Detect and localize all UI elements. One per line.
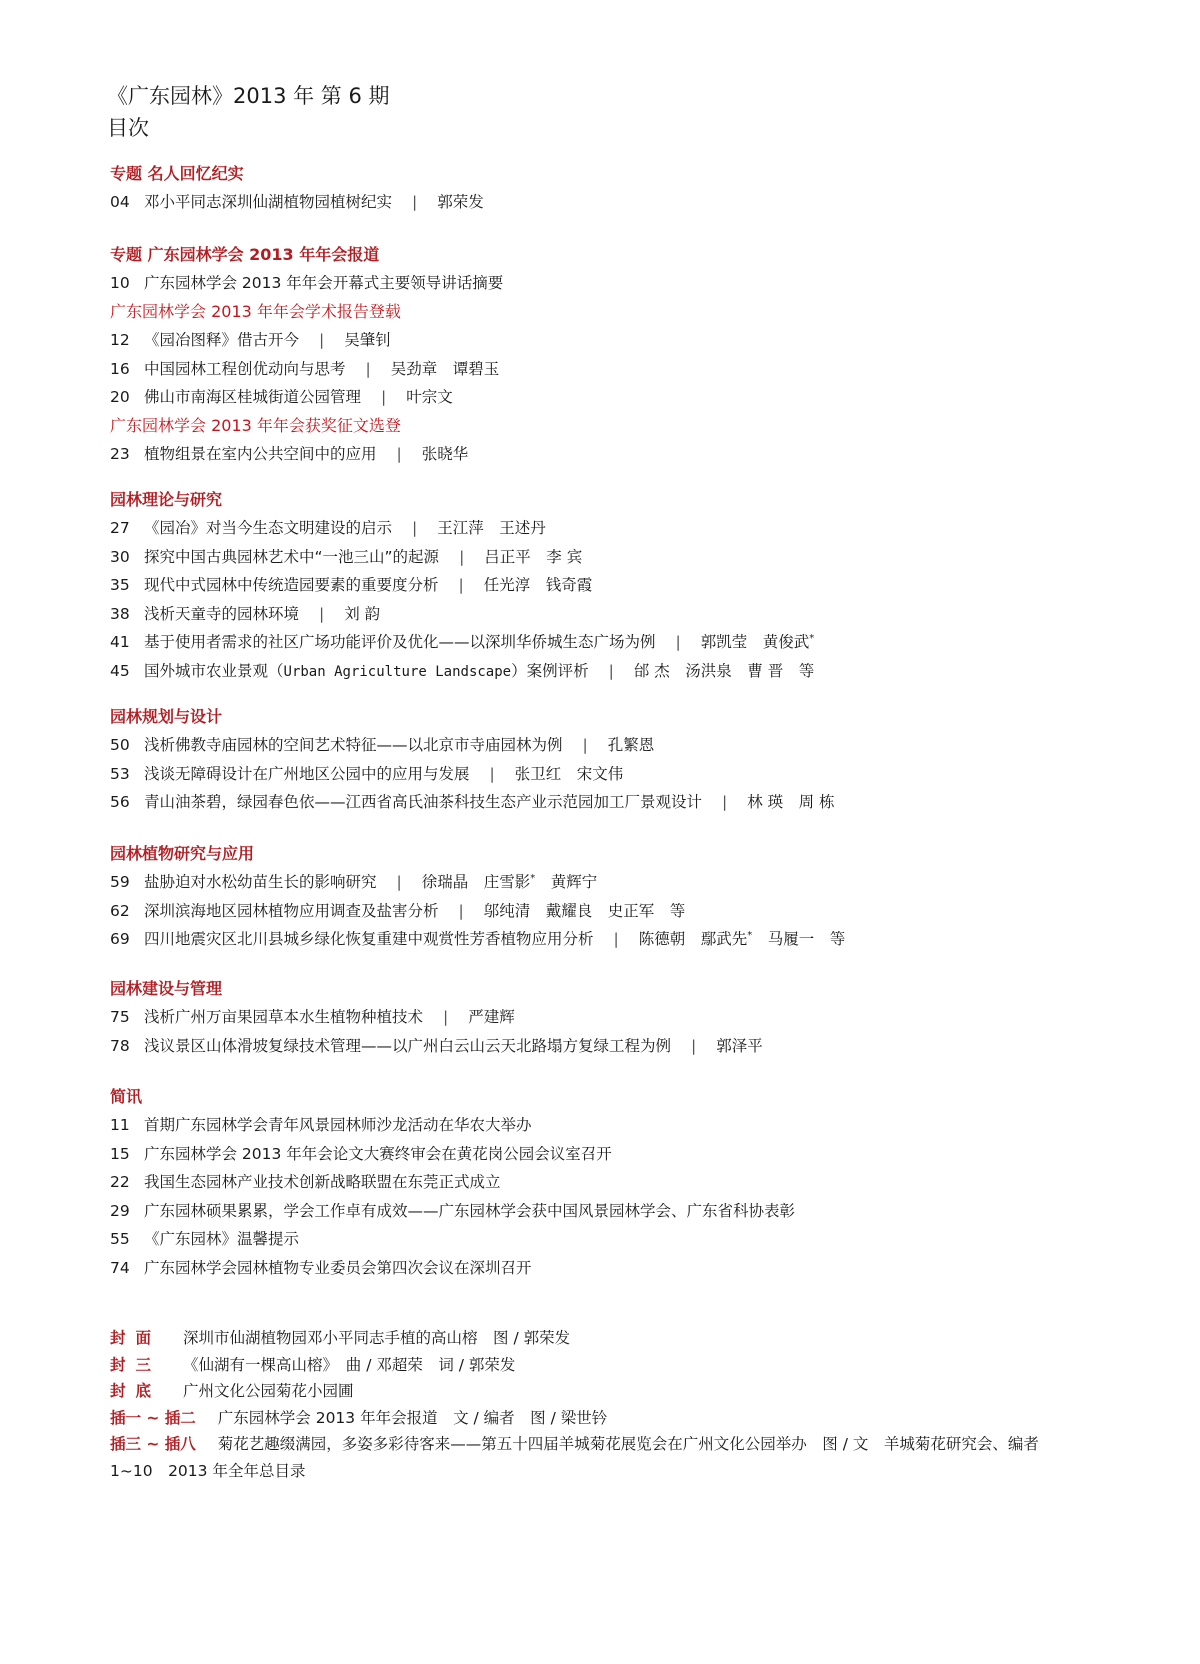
separator: | [613,930,619,948]
section-title: 园林规划与设计 [110,707,223,726]
article-title: 探究中国古典园林艺术中“一池三山”的起源 [144,547,440,566]
section-title: 园林植物研究与应用 [110,844,255,863]
section-title: 专题 广东园林学会 2013 年年会报道 [110,245,380,264]
article-author: 任光淳 钱奇霞 [483,576,593,594]
separator: | [319,331,325,349]
toc-heading: 目次 [107,116,149,140]
toc-section [110,975,1170,1060]
toc-section [110,840,1170,954]
separator: | [412,193,418,211]
toc-entry[interactable] [110,657,1170,686]
subsection-title: 广东园林学会 2013 年年会获奖征文选登 [110,415,401,435]
page-number: 23 [110,445,130,463]
toc-entry[interactable] [110,628,1170,657]
page-number: 38 [110,604,130,623]
toc-entry[interactable] [110,868,1170,897]
toc-entry[interactable] [110,326,1170,355]
page-number: 78 [110,1036,130,1055]
separator: | [319,604,325,623]
article-title: 广东园林学会 2013 年年会开幕式主要领导讲话摘要 [144,274,504,292]
page-number: 20 [110,388,130,406]
toc-entry[interactable] [110,1032,1170,1061]
page-number: 41 [110,633,130,651]
separator: | [722,793,728,811]
page-number: 62 [110,901,130,920]
page-number: 29 [110,1201,130,1220]
toc-entry[interactable] [110,925,1170,954]
page-number: 53 [110,764,130,783]
separator: | [412,519,418,537]
cover-label: 封三 [110,1355,162,1374]
article-title-latin: Urban Agriculture Landscape [283,663,512,680]
article-author: 林 瑛 周 栋 [747,793,835,811]
article-title: 浅析广州万亩果园草本水生植物种植技术 [144,1008,424,1026]
page-number: 16 [110,359,130,378]
article-author: 吕正平 李 宾 [484,547,583,566]
journal-title: 《广东园林》2013 年 第 6 期 [107,84,390,108]
separator: | [582,736,588,754]
toc-section [110,241,1170,469]
toc-entry[interactable] [110,1225,1170,1254]
page-number: 11 [110,1116,130,1134]
cover-credit-row [110,1431,1190,1458]
toc-entry[interactable] [110,897,1170,926]
corresponding-mark: * [809,632,815,644]
article-author: 张卫红 宋文伟 [514,764,624,783]
separator: | [396,445,402,463]
section-title: 专题 名人回忆纪实 [110,164,244,183]
cover-credit-text: 菊花艺趣缀满园，多姿多彩待客来——第五十四届羊城菊花展览会在广州文化公园举办 图 / 文 羊城菊花研究会、编者 [217,1435,1039,1453]
toc-entry[interactable] [110,760,1170,789]
toc-section [110,486,1170,685]
cover-credit-row [110,1405,1190,1432]
toc-entry[interactable] [110,514,1170,543]
article-title: 四川地震灾区北川县城乡绿化恢复重建中观赏性芳香植物应用分析 [144,930,594,948]
toc-entry[interactable] [110,188,1170,217]
toc-entry[interactable] [110,1003,1170,1032]
separator: | [691,1036,697,1055]
separator: | [608,661,614,680]
article-author: 郭凯莹 黄俊武 [700,633,810,651]
toc-entry[interactable] [110,1111,1170,1140]
separator: | [381,388,387,406]
cover-label: 封底 [110,1382,162,1400]
cover-label: 封面 [110,1329,162,1347]
article-author: 张晓华 [421,445,469,463]
article-title: 浅析佛教寺庙园林的空间艺术特征——以北京市寺庙园林为例 [144,736,563,754]
article-author: 郭荣发 [437,193,484,211]
page-number: 55 [110,1230,130,1248]
toc-entry[interactable] [110,383,1170,412]
page-number: 22 [110,1173,130,1191]
article-title-part: ）案例评析 [511,661,589,680]
article-title: 《园冶图释》借古开今 [144,331,300,349]
separator: | [365,359,371,378]
article-title: 深圳滨海地区园林植物应用调查及盐害分析 [144,901,439,920]
article-title: 浅析天童寺的园林环境 [144,604,300,623]
article-title: 浅议景区山体滑坡复绿技术管理——以广州白云山云天北路塌方复绿工程为例 [144,1036,672,1055]
cover-credit-row [110,1352,1190,1379]
cover-credit-row [110,1378,1190,1405]
toc-entry[interactable] [110,440,1170,469]
annual-index: 1~10 2013 年全年总目录 [110,1461,306,1480]
page-number: 45 [110,661,130,680]
article-title: 广东园林硕果累累，学会工作卓有成效——广东园林学会获中国风景园林学会、广东省科协表彰 [144,1201,796,1220]
toc-section [110,160,1170,217]
toc-entry[interactable] [110,1254,1170,1283]
article-author: 孔繁恩 [607,736,655,754]
separator: | [458,576,464,594]
page-number: 30 [110,547,130,566]
toc-entry[interactable] [110,543,1170,572]
separator: | [443,1008,449,1026]
article-title: 广东园林学会园林植物专业委员会第四次会议在深圳召开 [144,1258,532,1277]
page-number: 04 [110,193,130,211]
article-title: 邓小平同志深圳仙湖植物园植树纪实 [144,193,393,211]
page-number: 59 [110,873,130,891]
separator: | [675,633,681,651]
page-number: 10 [110,274,130,292]
cover-credit-text: 深圳市仙湖植物园邓小平同志手植的高山榕 图 / 郭荣发 [183,1329,571,1347]
article-title-part: 国外城市农业景观（ [144,661,284,680]
corresponding-mark: * [530,872,536,884]
toc-entry[interactable] [110,731,1170,760]
page-number: 75 [110,1008,130,1026]
toc-entry[interactable] [110,1140,1170,1169]
toc-entry[interactable] [110,1197,1170,1226]
toc-entry[interactable] [110,355,1170,384]
separator: | [489,764,495,783]
page-number: 56 [110,793,130,811]
article-title: 佛山市南海区桂城街道公园管理 [144,388,362,406]
page-number: 50 [110,736,130,754]
toc-section [110,703,1170,817]
cover-credit-text: 《仙湖有一棵高山榕》 曲 / 邓超荣 词 / 郭荣发 [183,1355,516,1374]
page-number: 74 [110,1258,130,1277]
article-author: 叶宗文 [406,388,453,406]
section-title: 园林建设与管理 [110,979,223,998]
article-title: 盐胁迫对水松幼苗生长的影响研究 [144,873,377,891]
article-author: 陈德朝 鄢武先 [638,930,748,948]
article-title: 植物组景在室内公共空间中的应用 [144,445,377,463]
article-author: 黄辉宁 [535,873,598,891]
article-author: 刘 韵 [344,604,381,623]
cover-credit-row [110,1325,1190,1352]
page-number: 12 [110,331,130,349]
article-title: 浅谈无障碍设计在广州地区公园中的应用与发展 [144,764,470,783]
corresponding-mark: * [747,929,753,941]
article-title: 广东园林学会 2013 年年会论文大赛终审会在黄花岗公园会议室召开 [144,1144,612,1163]
cover-credits [110,1325,1190,1484]
page-number: 27 [110,519,130,537]
article-title: 《广东园林》温馨提示 [144,1230,300,1248]
toc-entry[interactable] [110,600,1170,629]
toc-section [110,1083,1170,1282]
toc-entry[interactable] [110,571,1170,600]
article-author: 吴肇钊 [344,331,391,349]
page-number: 35 [110,576,130,594]
article-author: 邬纯清 戴耀良 史正军 等 [483,901,686,920]
separator: | [458,901,464,920]
toc-entry[interactable] [110,788,1170,817]
subsection-title: 广东园林学会 2013 年年会学术报告登载 [110,301,401,321]
cover-credit-text: 广州文化公园菊花小园圃 [183,1382,354,1400]
article-author: 邰 杰 汤洪泉 曹 晋 等 [633,661,815,680]
toc-entry[interactable] [110,269,1170,298]
cover-credit-text: 广东园林学会 2013 年年会报道 文 / 编者 图 / 梁世钤 [217,1408,608,1427]
article-title: 《园冶》对当今生态文明建设的启示 [144,519,393,537]
toc-entry[interactable] [110,1168,1170,1197]
section-title: 园林理论与研究 [110,490,223,509]
article-title: 我国生态园林产业技术创新战略联盟在东莞正式成立 [144,1173,501,1191]
separator: | [459,547,465,566]
article-author: 徐瑞晶 庄雪影 [421,873,531,891]
page-number: 69 [110,930,130,948]
cover-label: 插三 ~ 插八 [110,1435,196,1453]
article-title: 青山油茶碧，绿园春色依——江西省高氏油茶科技生态产业示范园加工厂景观设计 [144,793,703,811]
article-author: 马履一 等 [752,930,846,948]
article-author: 郭泽平 [716,1036,763,1055]
article-author: 吴劲章 谭碧玉 [390,359,500,378]
separator: | [396,873,402,891]
article-author: 严建辉 [468,1008,515,1026]
article-title: 首期广东园林学会青年风景园林师沙龙活动在华农大举办 [144,1116,532,1134]
page-number: 15 [110,1144,130,1163]
article-title: 现代中式园林中传统造园要素的重要度分析 [144,576,439,594]
article-title: 基于使用者需求的社区广场功能评价及优化——以深圳华侨城生态广场为例 [144,633,656,651]
section-title: 简讯 [110,1087,143,1106]
article-title: 中国园林工程创优动向与思考 [144,359,346,378]
cover-label: 插一 ~ 插二 [110,1408,196,1427]
article-author: 王江萍 王述丹 [437,519,546,537]
